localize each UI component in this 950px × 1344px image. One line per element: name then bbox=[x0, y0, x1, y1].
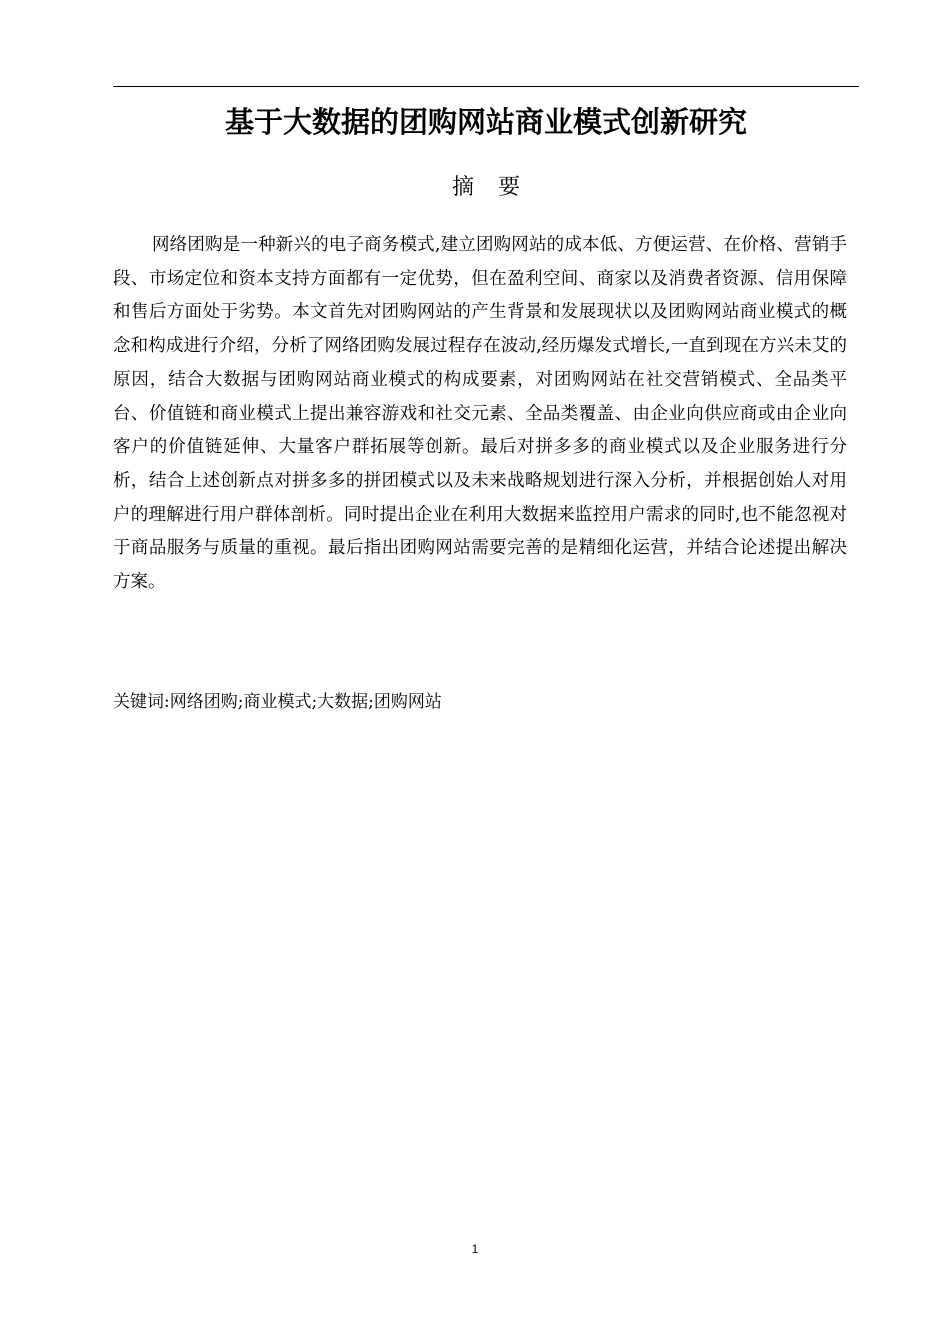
header-rule bbox=[113, 86, 859, 87]
paper-title: 基于大数据的团购网站商业模式创新研究 bbox=[224, 105, 747, 139]
keywords-line: 关键词:网络团购;商业模式;大数据;团购网站 bbox=[113, 692, 442, 712]
abstract-body: 网络团购是一种新兴的电子商务模式,建立团购网站的成本低、方便运营、在价格、营销手段、市场定位和资本支持方面都有一定优势，但在盈利空间、商家以及消费者资源、信用保障和售后方面处于劣势。本文首先对团购网站的产生背景和发展现状以及团购网站商业模式的概念和构成进行介绍，分析了网络团购发展过程存在波动,经历爆发式增长,一直到现在方兴未艾的原因，结合大数据与团购网站商业模式的构成要素，对团购网站在社交营销模式、全品类平台、价值链和商业模式上提出兼容游戏和社交元素、全品类覆盖、由企业向供应商或由企业向客户的价值链延伸、大量客户群拓展等创新。最后对拼多多的商业模式以及企业服务进行分析，结合上述创新点对拼多多的拼团模式以及未来战略规划进行深入分析，并根据创始人对用户的理解进行用户群体剖析。同时提出企业在利用大数据来监控用户需求的同时,也不能忽视对于商品服务与质量的重视。最后指出团购网站需要完善的是精细化运营，并结合论述提出解决方案。 bbox=[113, 235, 847, 593]
page-number: 1 bbox=[471, 1242, 479, 1256]
abstract-heading: 摘要 bbox=[451, 175, 544, 200]
